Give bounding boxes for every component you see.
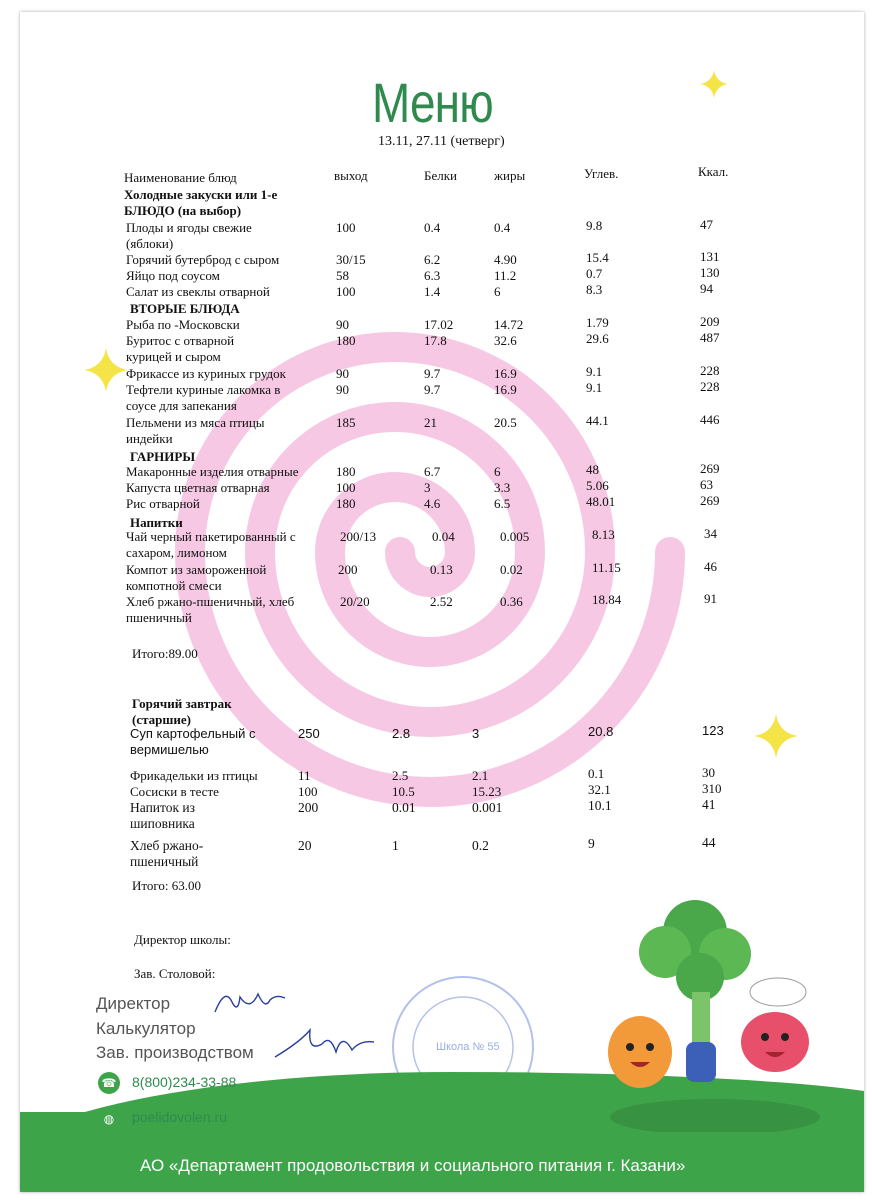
cell-kcal: 41 (702, 797, 716, 812)
position-calculator: Калькулятор (96, 1019, 196, 1038)
canteen-head-label: Зав. Столовой: (134, 966, 216, 981)
cell-fat: 2.1 (472, 768, 489, 783)
section-title: Напитки (130, 515, 183, 530)
cell-fat: 6.5 (494, 496, 511, 511)
director-school-label: Директор школы: (134, 932, 231, 947)
dish-name: Суп картофельный с (130, 726, 256, 741)
dish-name: Капуста цветная отварная (126, 480, 270, 495)
cell-protein: 9.7 (424, 382, 441, 397)
globe-icon: ◍ (98, 1108, 120, 1130)
cell-kcal: 44 (702, 835, 716, 850)
dish-name: вермишелью (130, 742, 209, 757)
menu-sheet (20, 12, 864, 1192)
cell-fat: 16.9 (494, 366, 517, 381)
cell-yield: 100 (336, 220, 356, 235)
cell-carbs: 11.15 (592, 560, 621, 575)
dish-name: Макаронные изделия отварные (126, 464, 299, 479)
cell-fat: 3 (472, 726, 480, 741)
cell-yield: 20/20 (340, 594, 370, 609)
menu-date: 13.11, 27.11 (четверг) (378, 134, 505, 149)
cell-kcal: 123 (702, 723, 724, 738)
cell-kcal: 487 (700, 330, 720, 345)
cell-protein: 0.4 (424, 220, 441, 235)
cell-fat: 4.90 (494, 252, 517, 267)
dish-name: шиповника (130, 816, 195, 831)
header-protein: Белки (424, 168, 457, 183)
cell-fat: 15.23 (472, 784, 502, 799)
cell-yield: 58 (336, 268, 349, 283)
cell-yield: 100 (298, 784, 318, 799)
cell-carbs: 0.7 (586, 266, 603, 281)
cell-protein: 21 (424, 415, 437, 430)
phone-number[interactable]: 8(800)234-33-88 (132, 1074, 237, 1090)
cell-fat: 11.2 (494, 268, 517, 283)
dish-name: Фрикассе из куриных грудок (126, 366, 286, 381)
dish-name: Компот из замороженной (126, 562, 267, 577)
cell-fat: 6 (494, 284, 501, 299)
cell-protein: 17.8 (424, 333, 447, 348)
cell-carbs: 15.4 (586, 250, 609, 265)
dish-name: Горячий бутерброд с сыром (126, 252, 280, 267)
cell-protein: 9.7 (424, 366, 441, 381)
website-link[interactable]: poelidovolen.ru (132, 1109, 227, 1125)
position-director: Директор (96, 994, 171, 1013)
star-icon (84, 348, 128, 392)
cell-yield: 200 (298, 800, 319, 815)
cell-carbs: 9 (588, 836, 595, 851)
dish-name: сахаром, лимоном (126, 545, 227, 560)
section-title: БЛЮДО (на выбор) (124, 203, 242, 218)
cell-kcal: 446 (700, 412, 720, 427)
cell-carbs: 9.1 (586, 364, 603, 379)
vegetable-mascots-illustration (600, 892, 830, 1132)
cell-yield: 90 (336, 317, 349, 332)
cell-fat: 0.4 (494, 220, 511, 235)
cell-carbs: 10.1 (588, 798, 612, 813)
cell-kcal: 30 (702, 765, 715, 780)
cell-yield: 100 (336, 480, 356, 495)
cell-kcal: 209 (700, 314, 720, 329)
dish-name: Пельмени из мяса птицы (126, 415, 265, 430)
cell-carbs: 32.1 (588, 782, 611, 797)
cell-yield: 100 (336, 284, 356, 299)
header-name: Наименование блюд (124, 170, 237, 185)
page-title: Меню (372, 71, 493, 134)
cell-protein: 6.2 (424, 252, 441, 267)
cell-fat: 0.36 (500, 594, 523, 609)
cell-protein: 4.6 (424, 496, 441, 511)
dish-name: Тефтели куриные лакомка в (126, 382, 281, 397)
cell-fat: 0.2 (472, 838, 489, 853)
cell-protein: 17.02 (424, 317, 454, 332)
dish-name: курицей и сыром (126, 349, 221, 364)
cell-fat: 0.005 (500, 529, 530, 544)
cell-kcal: 46 (704, 559, 717, 574)
cell-yield: 180 (336, 333, 356, 348)
cell-carbs: 48.01 (586, 494, 616, 509)
dish-name: пшеничный (130, 854, 199, 869)
cell-carbs: 18.84 (592, 592, 622, 607)
dish-name: Рис отварной (126, 496, 200, 511)
cell-protein: 2.8 (392, 726, 411, 741)
section-title: Холодные закуски или 1-е (124, 187, 278, 202)
header-fat: жиры (494, 168, 526, 183)
total: Итого: 63.00 (132, 878, 202, 893)
footer-company: АО «Департамент продовольствия и социального питания г. Казани» (140, 1156, 686, 1175)
cell-yield: 90 (336, 382, 349, 397)
dish-name: Фрикадельки из птицы (130, 768, 258, 783)
cell-carbs: 9.8 (586, 218, 603, 233)
cell-yield: 11 (298, 768, 311, 783)
cell-protein: 6.3 (424, 268, 441, 283)
cell-kcal: 310 (702, 781, 722, 796)
cell-protein: 2.5 (392, 768, 409, 783)
cell-fat: 6 (494, 464, 501, 479)
dish-name: пшеничный (126, 610, 192, 625)
cell-carbs: 1.79 (586, 315, 609, 330)
header-yield: выход (334, 168, 368, 183)
cell-yield: 90 (336, 366, 349, 381)
star-icon (700, 70, 728, 98)
cell-protein: 2.52 (430, 594, 453, 609)
dish-name: Плоды и ягоды свежие (126, 220, 252, 235)
dish-name: (яблоки) (126, 236, 174, 251)
cell-carbs: 48 (586, 462, 599, 477)
cell-kcal: 269 (700, 461, 720, 476)
position-production-head: Зав. производством (96, 1043, 254, 1062)
cell-protein: 0.13 (430, 562, 453, 577)
cell-carbs: 8.13 (592, 527, 615, 542)
cell-kcal: 269 (700, 493, 720, 508)
cell-yield: 180 (336, 464, 356, 479)
dish-name: Напиток из (130, 800, 195, 815)
cell-carbs: 9.1 (586, 380, 603, 395)
cell-yield: 200/13 (340, 529, 377, 544)
cell-kcal: 47 (700, 217, 713, 232)
dish-name: соусе для запекания (126, 398, 237, 413)
cell-fat: 0.001 (472, 800, 503, 815)
cell-kcal: 63 (700, 477, 713, 492)
cell-fat: 0.02 (500, 562, 523, 577)
cell-carbs: 5.06 (586, 478, 609, 493)
dish-name: Яйцо под соусом (126, 268, 220, 283)
cell-protein: 1.4 (424, 284, 441, 299)
cell-protein: 10.5 (392, 784, 415, 799)
section-title: (старшие) (132, 712, 191, 727)
header-kcal: Ккал. (698, 164, 729, 179)
cell-fat: 14.72 (494, 317, 524, 332)
cell-carbs: 8.3 (586, 282, 603, 297)
cell-kcal: 91 (704, 591, 717, 606)
signature-image (210, 982, 290, 1022)
dish-name: Рыба по -Московски (126, 317, 240, 332)
cell-protein: 3 (424, 480, 431, 495)
cell-yield: 185 (336, 415, 356, 430)
cell-yield: 200 (338, 562, 358, 577)
cell-yield: 250 (298, 726, 320, 741)
dish-name: Буритос с отварной (126, 333, 235, 348)
cell-yield: 30/15 (336, 252, 366, 267)
cell-kcal: 94 (700, 281, 713, 296)
cell-fat: 3.3 (494, 480, 511, 495)
cell-kcal: 228 (700, 363, 720, 378)
cell-yield: 180 (336, 496, 356, 511)
total: Итого:89.00 (132, 646, 198, 661)
stamp-text: Школа № 55 (436, 1041, 500, 1053)
phone-icon: ☎ (98, 1072, 120, 1094)
dish-name: индейки (126, 431, 173, 446)
cell-protein: 6.7 (424, 464, 441, 479)
cell-yield: 20 (298, 838, 312, 853)
dish-name: Сосиски в тесте (130, 784, 219, 799)
star-icon (754, 714, 798, 758)
cell-kcal: 131 (700, 249, 720, 264)
cell-carbs: 0.1 (588, 766, 605, 781)
section-title: ВТОРЫЕ БЛЮДА (130, 301, 240, 316)
dish-name: компотной смеси (126, 578, 222, 593)
dish-name: Чай черный пакетированный с (126, 529, 296, 544)
cell-fat: 20.5 (494, 415, 517, 430)
section-title: ГАРНИРЫ (130, 449, 196, 464)
cell-protein: 0.04 (432, 529, 455, 544)
header-carbs: Углев. (584, 166, 619, 181)
cell-carbs: 29.6 (586, 331, 609, 346)
cell-protein: 1 (392, 838, 399, 853)
cell-kcal: 228 (700, 379, 720, 394)
cell-protein: 0.01 (392, 800, 416, 815)
dish-name: Салат из свеклы отварной (126, 284, 270, 299)
cell-kcal: 130 (700, 265, 720, 280)
cell-carbs: 44.1 (586, 413, 609, 428)
dish-name: Хлеб ржано-пшеничный, хлеб (126, 594, 295, 609)
cell-fat: 32.6 (494, 333, 517, 348)
cell-carbs: 20.8 (588, 724, 614, 739)
cell-kcal: 34 (704, 526, 717, 541)
signature-image (270, 1022, 380, 1067)
cell-fat: 16.9 (494, 382, 517, 397)
dish-name: Хлеб ржано- (130, 838, 204, 853)
section-title: Горячий завтрак (132, 696, 232, 711)
